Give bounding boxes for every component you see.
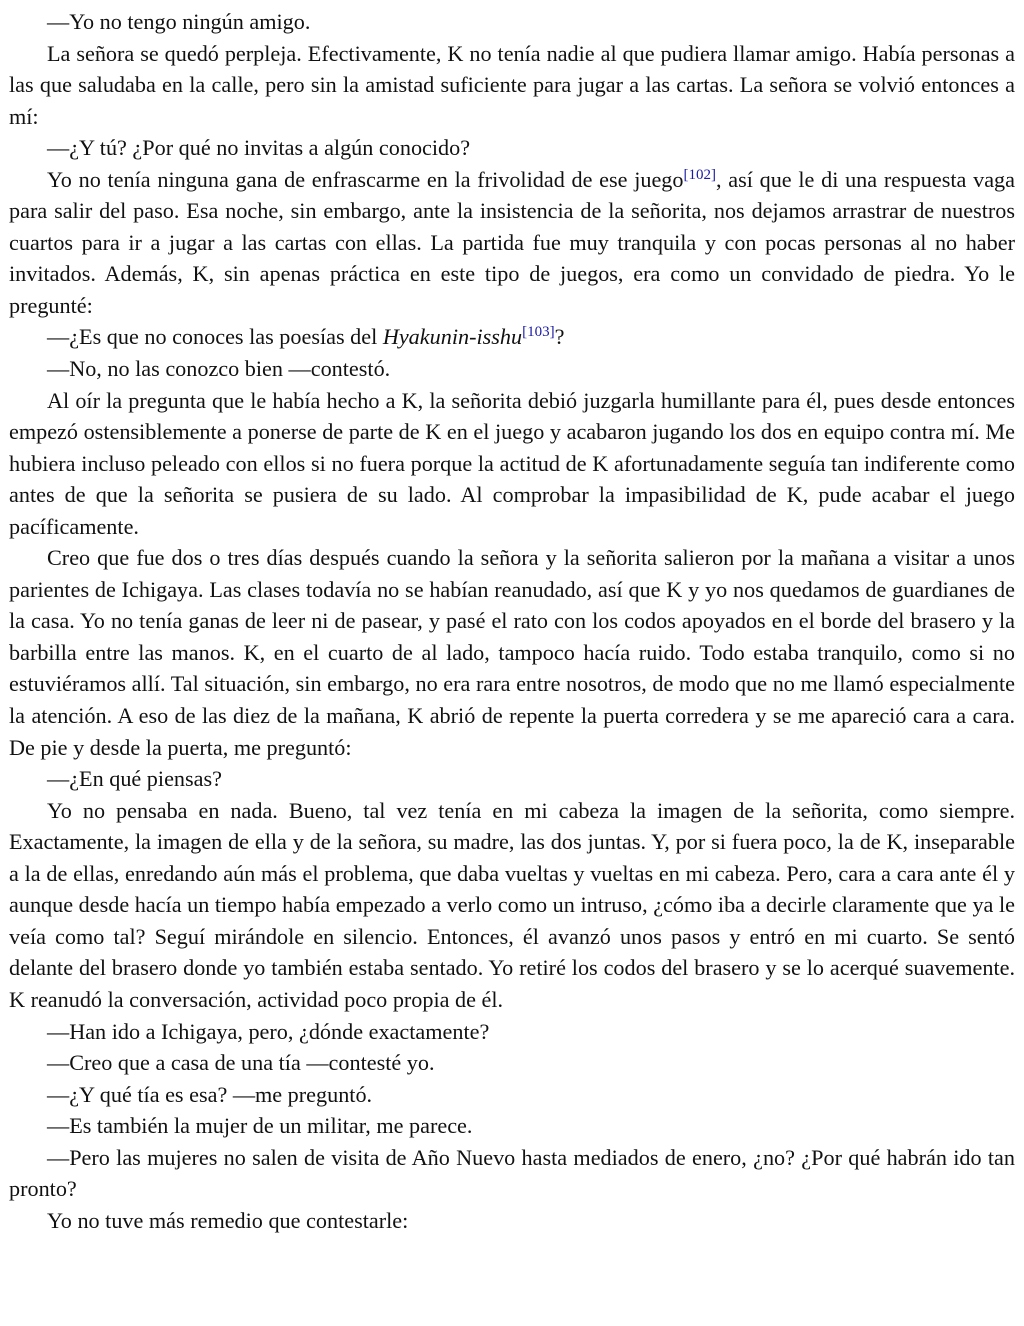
text: —¿En qué piensas? <box>47 766 222 792</box>
paragraph <box>9 1016 1015 1048</box>
paragraph <box>9 164 1015 322</box>
paragraph <box>9 132 1015 164</box>
paragraph <box>9 542 1015 763</box>
footnote-link-103[interactable]: [103] <box>522 324 555 341</box>
text: —Es también la mujer de un militar, me parece. <box>47 1113 473 1139</box>
text: —Han ido a Ichigaya, pero, ¿dónde exactamente? <box>47 1018 490 1044</box>
paragraph <box>9 6 1015 38</box>
text: —¿Y qué tía es esa? —me preguntó. <box>47 1081 373 1107</box>
paragraph <box>9 1110 1015 1142</box>
paragraph <box>9 1079 1015 1111</box>
paragraph <box>9 1205 1015 1237</box>
paragraph <box>9 1047 1015 1079</box>
text: Yo no tenía ninguna gana de enfrascarme en la frivolidad de ese juego <box>47 166 684 192</box>
text: La señora se quedó perpleja. Efectivamente, K no tenía nadie al que pudiera llamar amigo. Había personas a las que saludaba en la calle, pero sin la amistad suficiente para jugar a las cartas. La señora se volvió entonces a mí: <box>9 40 1015 129</box>
text: ? <box>554 324 565 350</box>
footnote-link-102[interactable]: [102] <box>683 166 716 183</box>
paragraph <box>9 38 1015 133</box>
text: Al oír la pregunta que le había hecho a K, la señorita debió juzgarla humillante para él, pues desde entonces empezó ostensiblemente a ponerse de parte de K en el juego y acabaron jugando los dos en equipo contra mí. Me hubiera incluso peleado con ellos si no fuera porque la actitud de K afortunadamente seguía tan indiferente como antes de que la señorita se pusiera de su lado. Al comprobar la impasibilidad de K, pude acabar el juego pacíficamente. <box>9 387 1015 539</box>
italic-title: Hyakunin-isshu <box>382 324 523 350</box>
paragraph <box>9 795 1015 1016</box>
paragraph <box>9 1142 1015 1205</box>
text: —¿Es que no conoces las poesías del <box>47 324 383 350</box>
text: —Pero las mujeres no salen de visita de Año Nuevo hasta mediados de enero, ¿no? ¿Por qué habrán ido tan pronto? <box>9 1144 1015 1202</box>
text: Yo no tuve más remedio que contestarle: <box>47 1207 409 1233</box>
text: —Yo no tengo ningún amigo. <box>47 9 311 34</box>
text: —No, no las conozco bien —contestó. <box>47 356 391 382</box>
paragraph <box>9 385 1015 543</box>
text: , así que le di una respuesta vaga para salir del paso. Esa noche, sin embargo, ante la insistencia de la señorita, nos dejamos arrastrar de nuestros cuartos para ir a jugar a las cartas con ellas. La partida fue muy tranquila y con pocas personas al no haber invitados. Además, K, sin apenas práctica en este tipo de juegos, era como un convidado de piedra. Yo le pregunté: <box>9 166 1015 318</box>
text: —Creo que a casa de una tía —contesté yo. <box>47 1050 435 1076</box>
text: —¿Y tú? ¿Por qué no invitas a algún conocido? <box>47 135 471 161</box>
paragraph <box>9 353 1015 385</box>
text: Yo no pensaba en nada. Bueno, tal vez tenía en mi cabeza la imagen de la señorita, como siempre. Exactamente, la imagen de ella y de la señora, su madre, las dos juntas. Y, por si fuera poco, la de K, inseparable a la de ellas, enredando aún más el problema, que daba vueltas y vueltas en mi cabeza. Pero, cara a cara ante él y aunque desde hacía un tiempo había empezado a verlo como un intruso, ¿cómo iba a decirle claramente que ya le veía como tal? Seguí mirándole en silencio. Entonces, él avanzó unos pasos y entró en mi cuarto. Se sentó delante del brasero donde yo también estaba sentado. Yo retiré los codos del brasero y se lo acerqué suavemente. K reanudó la conversación, actividad poco propia de él. <box>9 797 1015 1012</box>
paragraph <box>9 763 1015 795</box>
text: Creo que fue dos o tres días después cuando la señora y la señorita salieron por la mañana a visitar a unos parientes de Ichigaya. Las clases todavía no se habían reanudado, así que K y yo nos quedamos de guardianes de la casa. Yo no tenía ganas de leer ni de pasear, y pasé el rato con los codos apoyados en el borde del brasero y la barbilla entre las manos. K, en el cuarto de al lado, tampoco hacía ruido. Todo estaba tranquilo, como si no estuviéramos allí. Tal situación, sin embargo, no era rara entre nosotros, de modo que no me llamó especialmente la atención. A eso de las diez de la mañana, K abrió de repente la puerta corredera y se me apareció cara a cara. De pie y desde la puerta, me preguntó: <box>9 545 1015 760</box>
paragraph <box>9 321 1015 353</box>
